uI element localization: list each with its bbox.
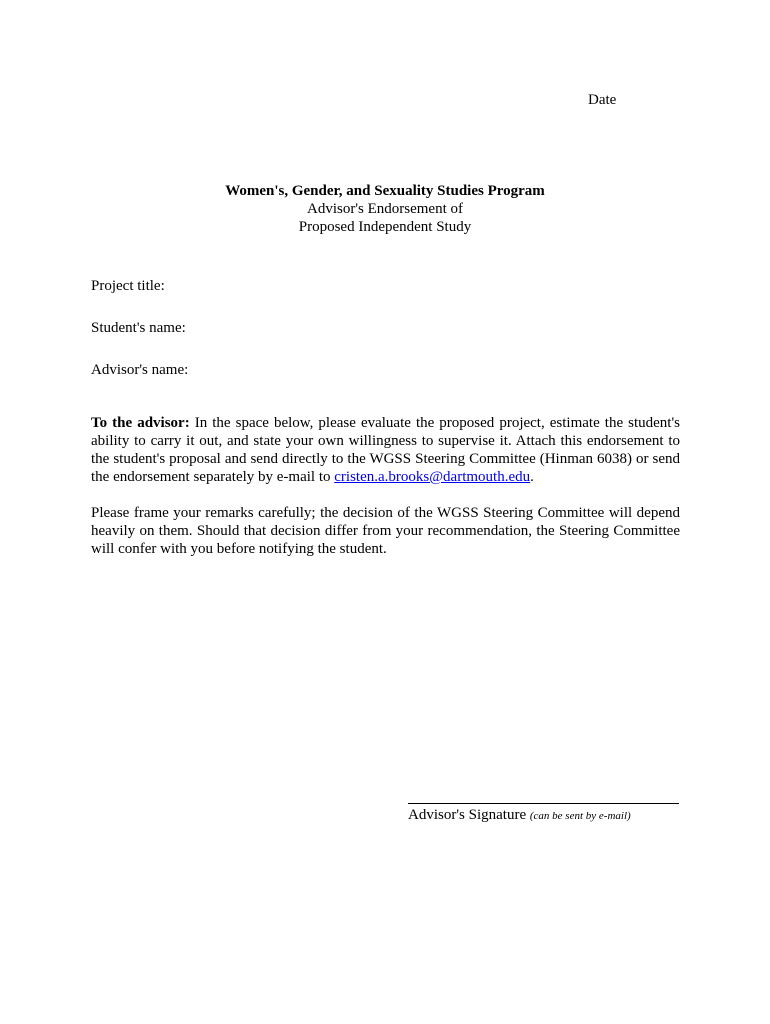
email-link[interactable]: cristen.a.brooks@dartmouth.edu bbox=[334, 469, 531, 485]
endorsement-subtitle: Advisor's Endorsement of bbox=[306, 201, 463, 217]
signature-line bbox=[408, 803, 679, 804]
project-title-field: Project title: bbox=[91, 278, 165, 294]
signature-label: Advisor's Signature bbox=[408, 807, 527, 823]
advisor-instructions bbox=[91, 414, 680, 486]
instructions-end: . bbox=[530, 469, 534, 485]
remarks-paragraph: Please frame your remarks carefully; the decision of the WGSS Steering Committee will depend heavily on them. Should that decision differ from your recommendation, the Steering Committee will confer with you before notifying the student. bbox=[91, 505, 680, 557]
signature-note: (can be sent by e-mail) bbox=[529, 810, 631, 822]
independent-study-subtitle: Proposed Independent Study bbox=[298, 219, 472, 235]
date-label: Date bbox=[588, 92, 617, 108]
advisor-name-field: Advisor's name: bbox=[91, 362, 189, 378]
document-header bbox=[0, 182, 770, 236]
instructions-lead: To the advisor: bbox=[91, 415, 190, 431]
student-name-field: Student's name: bbox=[91, 320, 186, 336]
program-title: Women's, Gender, and Sexuality Studies Program bbox=[225, 183, 545, 199]
instructions-text: In the space below, please evaluate the proposed project, estimate the student's ability to carry it out, and state your own willingness to supervise it. Attach this endorsement to the student's proposal and send directly to the WGSS Steering Committee (Hinman 6038) or send the endorsement separately by e-mail to bbox=[91, 415, 680, 485]
signature-block bbox=[408, 807, 631, 824]
